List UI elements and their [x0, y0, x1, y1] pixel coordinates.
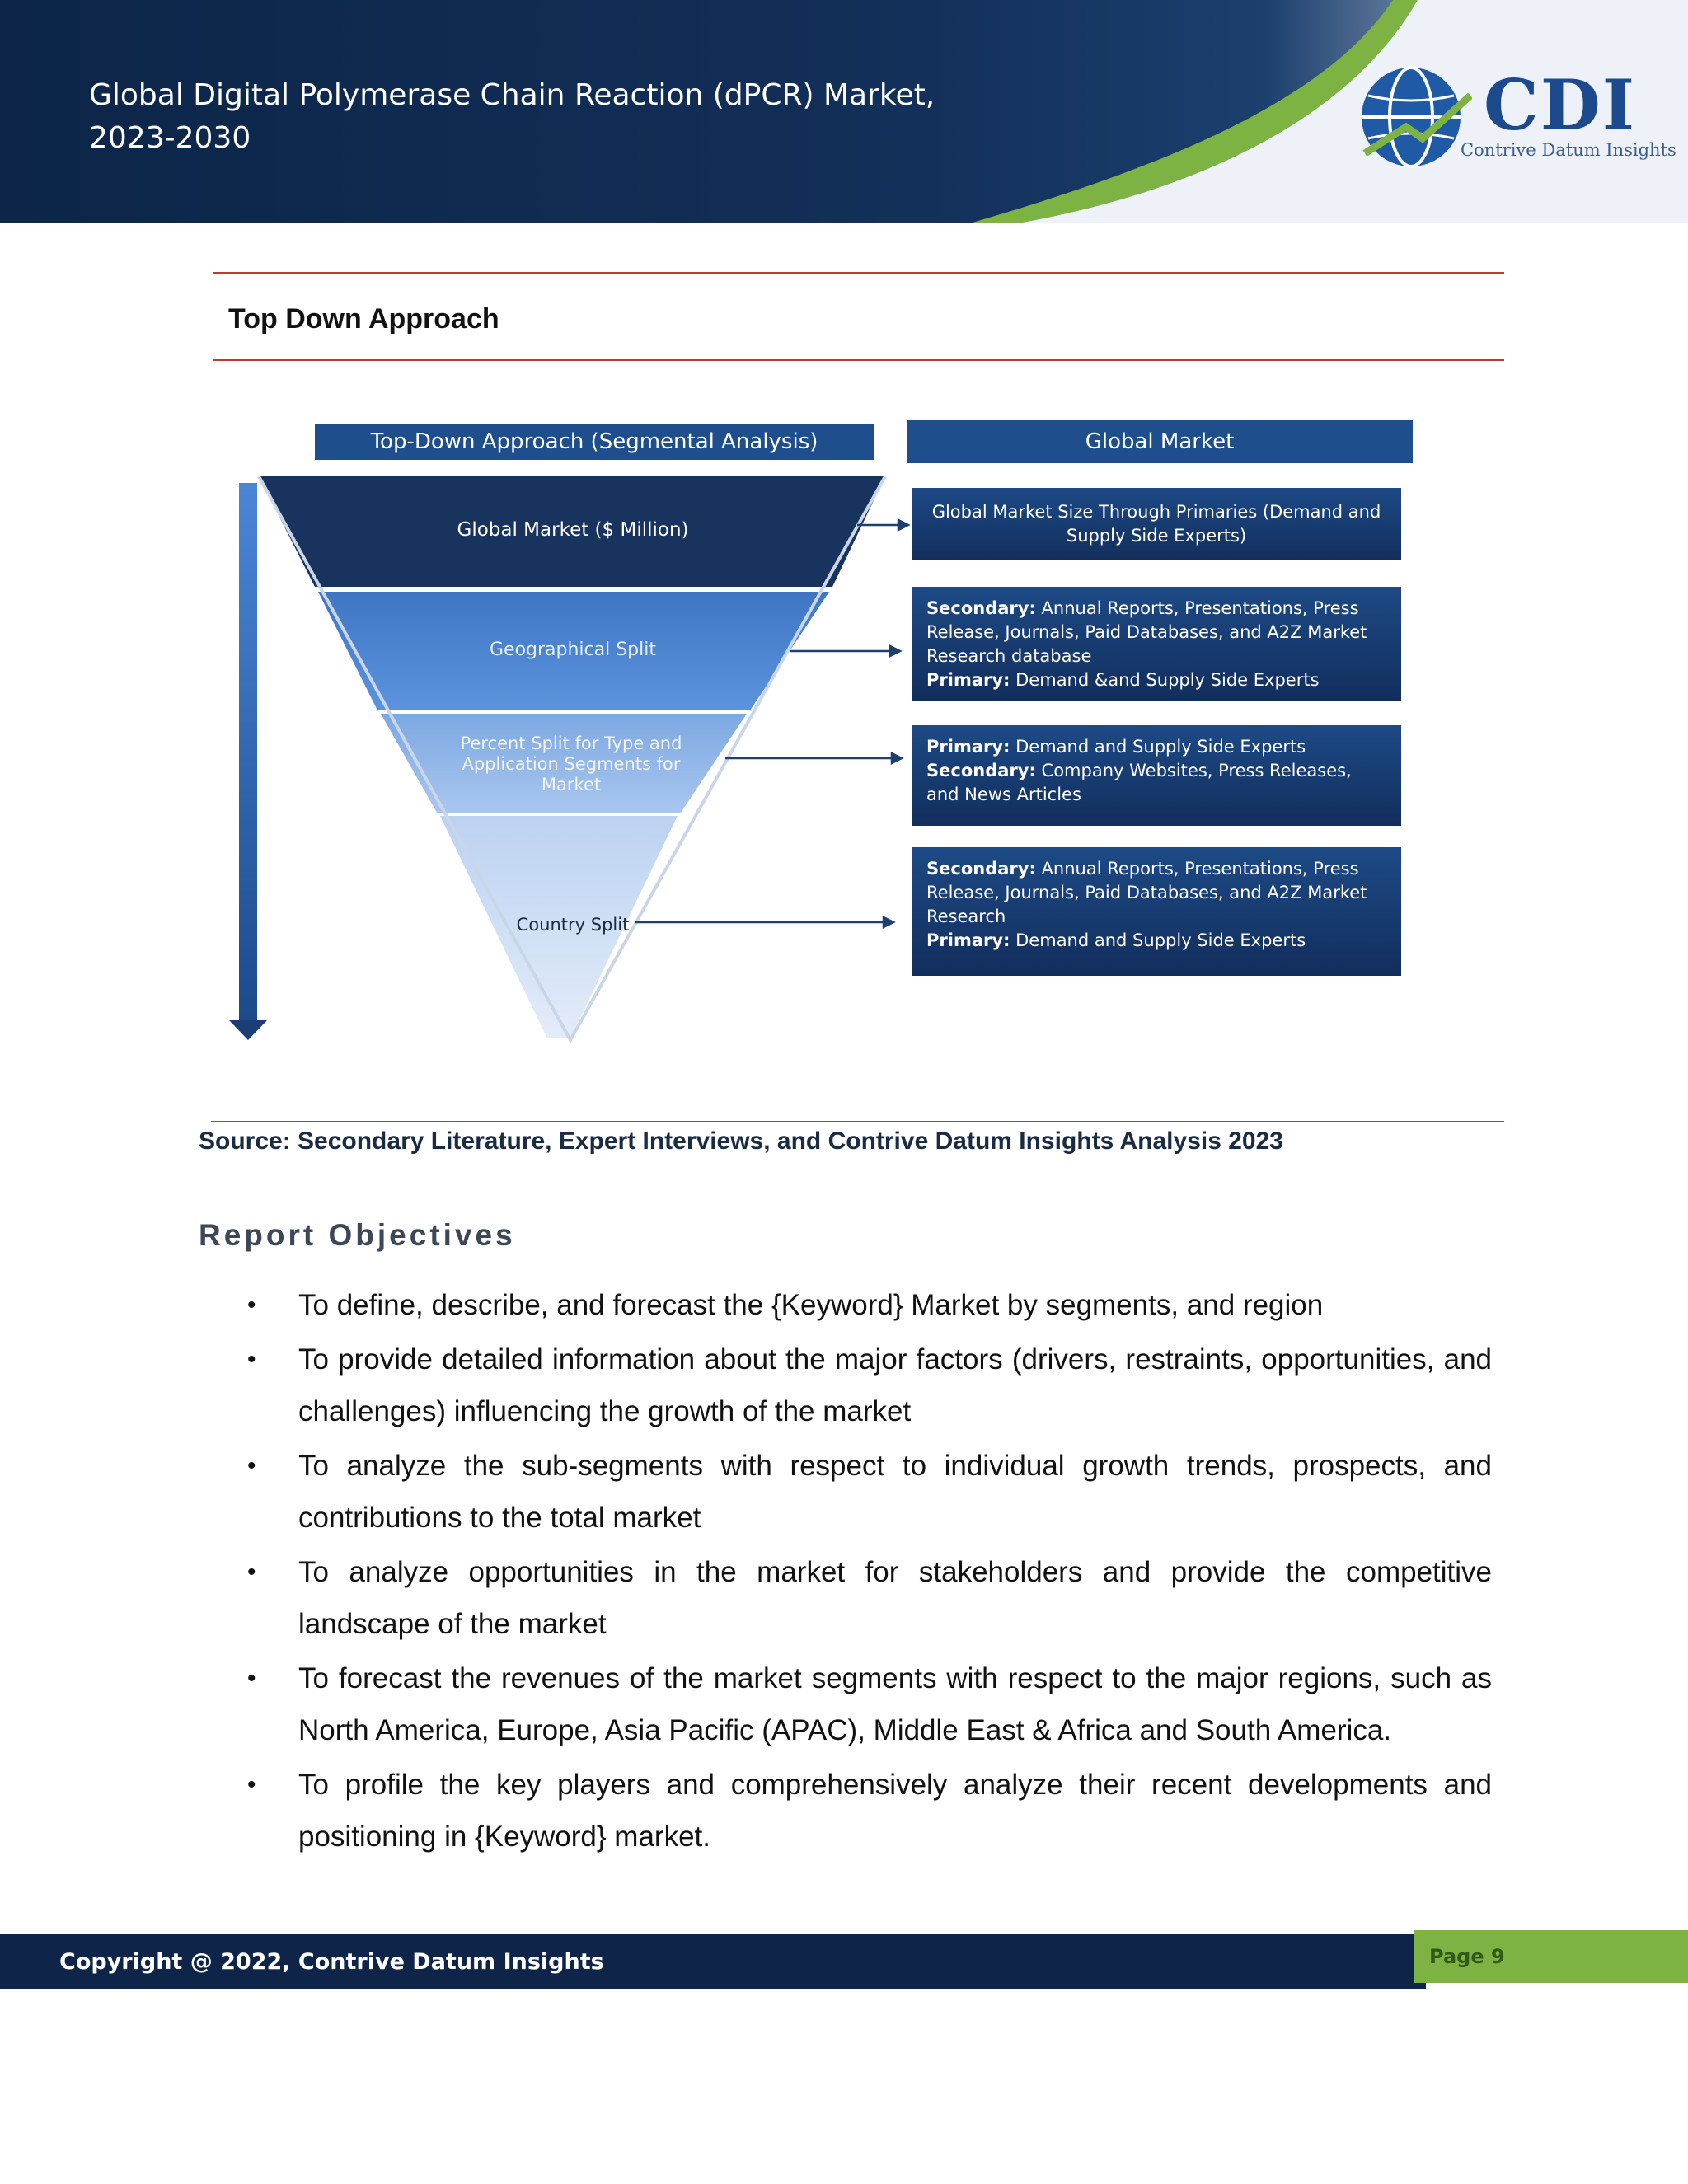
- list-item: [247, 1333, 1492, 1437]
- objective-text: To analyze opportunities in the market for stakeholders and provide the competitive landscape of the market: [298, 1556, 1492, 1640]
- source-note: Source: Secondary Literature, Expert Interviews, and Contrive Datum Insights Analysis 2023: [199, 1127, 1283, 1155]
- objectives-list: [247, 1279, 1492, 1865]
- secondary-label: Secondary:: [926, 859, 1036, 879]
- copyright-text: Copyright @ 2022, Contrive Datum Insights: [59, 1949, 604, 1975]
- down-arrow-head: [229, 1020, 267, 1040]
- info-box-country: [912, 847, 1401, 976]
- tier-label-percent-split: Percent Split for Type and Application Segments for Market: [460, 733, 682, 794]
- connector-3-head: [892, 753, 902, 763]
- page-number: Page 9: [1429, 1945, 1505, 1968]
- secondary-text: Company Websites, Press Releases, and News Articles: [926, 761, 1352, 804]
- primary-text: Demand &and Supply Side Experts: [1015, 670, 1320, 690]
- objective-text: To profile the key players and comprehensively analyze their recent developments and positioning in {Keyword} market.: [298, 1769, 1492, 1853]
- primary-label: Primary:: [926, 737, 1010, 757]
- bullet-icon: •: [247, 1346, 256, 1373]
- bullet-icon: •: [247, 1665, 256, 1692]
- bullet-icon: •: [247, 1771, 256, 1798]
- primary-label: Primary:: [926, 670, 1010, 690]
- list-item: [247, 1652, 1492, 1756]
- list-item: [247, 1759, 1492, 1863]
- section-heading: Top Down Approach: [228, 303, 499, 335]
- diagram-right-header: Global Market: [907, 420, 1413, 463]
- info-box-primaries: [912, 488, 1401, 560]
- bullet-icon: •: [247, 1452, 256, 1479]
- objective-text: To provide detailed information about the major factors (drivers, restraints, opportunities, and challenges) influencing the growth of the market: [298, 1343, 1492, 1427]
- tier-label-country: Country Split: [516, 915, 630, 935]
- logo-subtitle: Contrive Datum Insights: [1461, 140, 1676, 160]
- secondary-text: Annual Reports, Presentations, Press Release, Journals, Paid Databases, and A2Z Market Research database: [926, 598, 1367, 666]
- objectives-heading: Report Objectives: [199, 1218, 516, 1252]
- down-arrow-shaft: [239, 483, 257, 1024]
- primary-text: Demand and Supply Side Experts: [1015, 930, 1306, 950]
- objective-text: To forecast the revenues of the market segments with respect to the major regions, such as North America, Europe, Asia Pacific (APAC), Middle East & Africa and South America.: [298, 1662, 1492, 1746]
- bullet-icon: •: [247, 1291, 256, 1319]
- connector-4-head: [884, 917, 893, 927]
- list-item: [247, 1279, 1492, 1331]
- document-title: Global Digital Polymerase Chain Reaction (dPCR) Market, 2023-2030: [89, 78, 935, 155]
- info-box-primaries-text: Global Market Size Through Primaries (Demand and Supply Side Experts): [931, 502, 1381, 546]
- logo-text: CDI: [1484, 64, 1636, 146]
- tier-label-global: Global Market ($ Million): [457, 519, 689, 541]
- list-item: [247, 1546, 1492, 1650]
- secondary-label: Secondary:: [926, 598, 1036, 618]
- objective-text: To analyze the sub-segments with respect to individual growth trends, prospects, and contributions to the total market: [298, 1450, 1492, 1534]
- tier-label-geographical: Geographical Split: [489, 640, 657, 660]
- page-number-badge: [1414, 1930, 1688, 1983]
- diagram-left-header: Top-Down Approach (Segmental Analysis): [315, 424, 874, 460]
- funnel-diagram: [0, 0, 1688, 1071]
- bullet-icon: •: [247, 1558, 256, 1586]
- primary-label: Primary:: [926, 930, 1010, 950]
- secondary-text: Annual Reports, Presentations, Press Release, Journals, Paid Databases, and A2Z Market Research: [926, 859, 1367, 926]
- primary-text: Demand and Supply Side Experts: [1015, 737, 1306, 757]
- source-rule: [211, 1121, 1504, 1122]
- connector-2-head: [890, 646, 900, 656]
- connector-1-head: [898, 520, 908, 530]
- info-box-percent-split: [912, 725, 1401, 826]
- page-footer: [0, 1934, 1426, 1989]
- list-item: [247, 1440, 1492, 1544]
- secondary-label: Secondary:: [926, 761, 1036, 780]
- objective-text: To define, describe, and forecast the {Keyword} Market by segments, and region: [298, 1289, 1324, 1321]
- info-box-geographical: [912, 587, 1401, 701]
